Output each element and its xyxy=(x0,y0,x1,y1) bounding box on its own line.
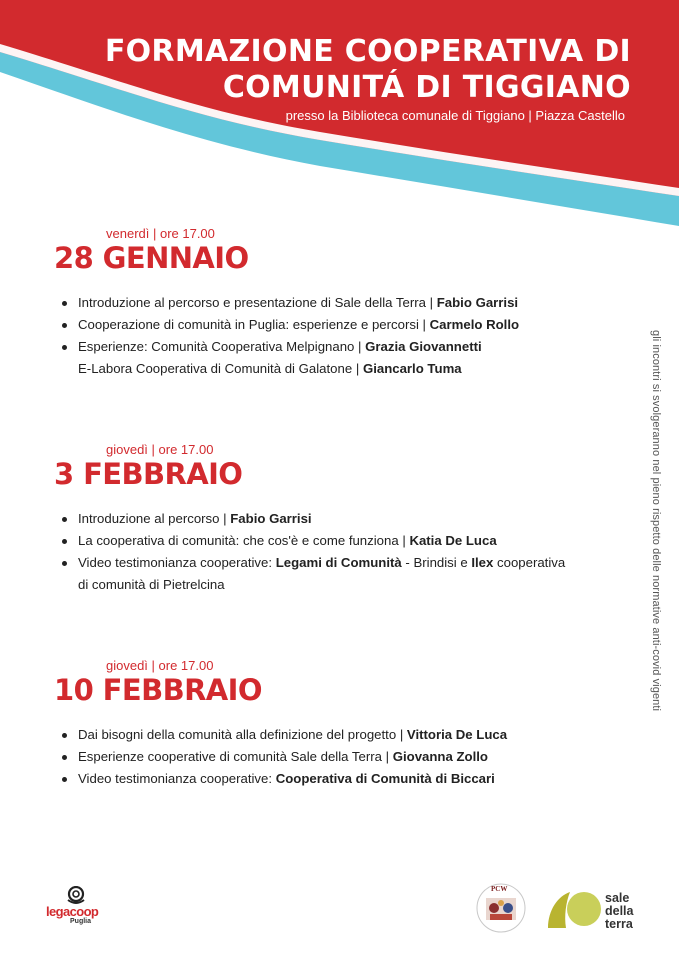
title-line-1: FORMAZIONE COOPERATIVA DI xyxy=(104,34,631,69)
session-date: 3 FEBBRAIO xyxy=(54,457,243,491)
session-date: 10 FEBBRAIO xyxy=(54,673,262,707)
session-28-gennaio xyxy=(54,226,614,380)
bullet-icon xyxy=(62,561,67,566)
sale-della-terra-wordmark: sale della terra xyxy=(605,891,634,931)
venue-subtitle: presso la Biblioteca comunale di Tiggiano | Piazza Castello xyxy=(285,108,625,123)
agenda-item: Dai bisogni della comunità alla definizione del progetto | Vittoria De Luca xyxy=(62,724,614,746)
title-line-2: COMUNITÁ DI TIGGIANO xyxy=(222,70,631,105)
pcw-wordmark: PCW xyxy=(491,885,508,893)
session-3-febbraio xyxy=(54,442,614,596)
bullet-icon xyxy=(62,301,67,306)
bullet-icon xyxy=(62,517,67,522)
page-title xyxy=(71,34,631,106)
agenda-item: Cooperazione di comunità in Puglia: esperienze e percorsi | Carmelo Rollo xyxy=(62,314,614,336)
session-agenda xyxy=(62,724,614,790)
agenda-item: La cooperativa di comunità: che cos'è e come funziona | Katia De Luca xyxy=(62,530,614,552)
bullet-icon xyxy=(62,755,67,760)
agenda-item: Video testimonianza cooperative: Legami di Comunità - Brindisi e Ilex cooperativa di comunità di Pietrelcina xyxy=(62,552,614,596)
session-10-febbraio xyxy=(54,658,614,790)
session-agenda xyxy=(62,292,614,380)
sale-della-terra-logo-icon xyxy=(544,888,604,930)
agenda-item: Esperienze cooperative di comunità Sale della Terra | Giovanna Zollo xyxy=(62,746,614,768)
bullet-icon xyxy=(62,733,67,738)
bullet-icon xyxy=(62,539,67,544)
session-agenda xyxy=(62,508,614,596)
session-time: venerdì | ore 17.00 xyxy=(106,226,215,241)
agenda-item-continuation: di comunità di Pietrelcina xyxy=(78,577,225,592)
legacoop-region: Puglia xyxy=(70,918,92,925)
session-time: giovedì | ore 17.00 xyxy=(106,442,214,457)
session-date: 28 GENNAIO xyxy=(54,241,249,275)
session-time: giovedì | ore 17.00 xyxy=(106,658,214,673)
bullet-icon xyxy=(62,323,67,328)
covid-side-note: gli incontri si svolgeranno nel pieno rispetto delle normative anti-covid vigenti xyxy=(650,330,662,712)
bullet-icon xyxy=(62,345,67,350)
bullet-icon xyxy=(62,777,67,782)
legacoop-wordmark: legacoop xyxy=(46,904,99,919)
agenda-item: Esperienze: Comunità Cooperativa Melpignano | Grazia Giovannetti E-Labora Cooperativa di Comunità di Galatone | Giancarlo Tuma xyxy=(62,336,614,380)
agenda-item: Introduzione al percorso | Fabio Garrisi xyxy=(62,508,614,530)
agenda-item: Video testimonianza cooperative: Cooperativa di Comunità di Biccari xyxy=(62,768,614,790)
agenda-item: Introduzione al percorso e presentazione di Sale della Terra | Fabio Garrisi xyxy=(62,292,614,314)
agenda-item-continuation: E-Labora Cooperativa di Comunità di Galatone | Giancarlo Tuma xyxy=(78,361,462,376)
